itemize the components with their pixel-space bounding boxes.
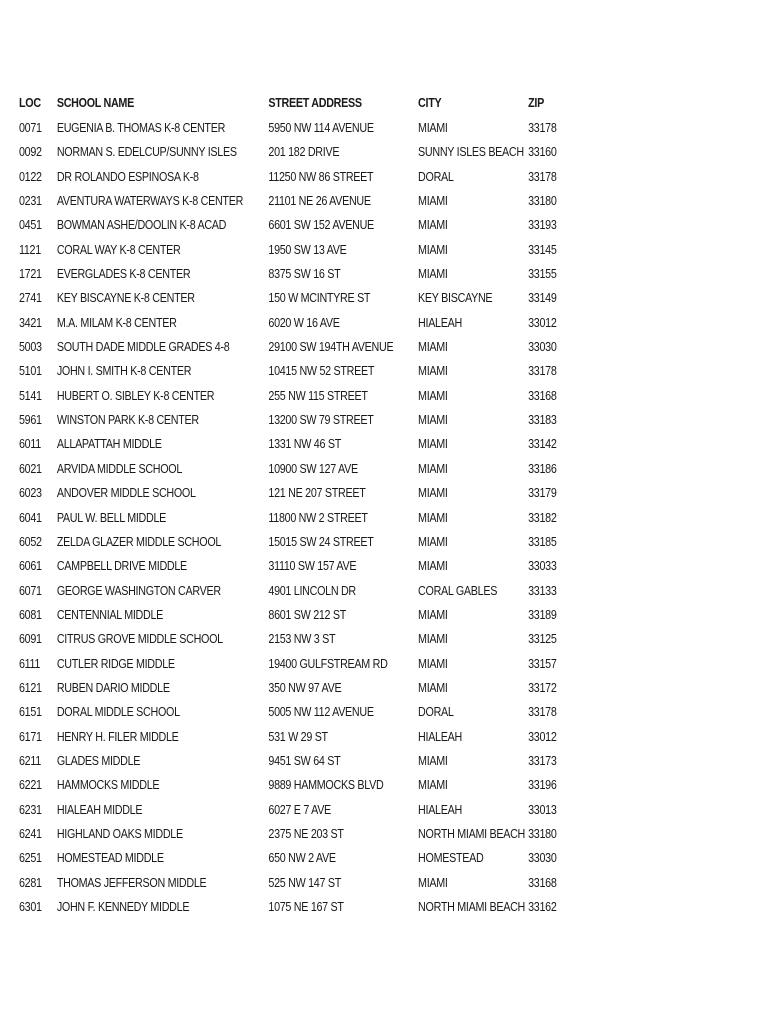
- cell-zip: 33180: [528, 194, 557, 209]
- cell-street-address: 2375 NE 203 ST: [268, 826, 344, 841]
- cell-loc: 6241: [19, 826, 42, 841]
- cell-zip: 33013: [528, 802, 557, 817]
- cell-school-name: HIGHLAND OAKS MIDDLE: [56, 826, 183, 841]
- table-row: [19, 725, 571, 749]
- cell-school-name: DR ROLANDO ESPINOSA K-8: [56, 169, 199, 184]
- cell-school-name: M.A. MILAM K-8 CENTER: [56, 315, 177, 330]
- table-row: [19, 700, 571, 724]
- cell-zip: 33178: [528, 169, 557, 184]
- cell-zip: 33168: [528, 875, 557, 890]
- cell-school-name: CAMPBELL DRIVE MIDDLE: [56, 559, 187, 574]
- header-loc: LOC: [19, 96, 41, 110]
- cell-loc: 1121: [19, 242, 41, 257]
- cell-loc: 6011: [19, 437, 41, 452]
- cell-city: MIAMI: [418, 267, 448, 282]
- cell-loc: 6023: [19, 486, 42, 501]
- cell-street-address: 29100 SW 194TH AVENUE: [268, 340, 394, 355]
- cell-zip: 33030: [528, 340, 557, 355]
- cell-zip: 33162: [528, 900, 557, 914]
- cell-street-address: 6027 E 7 AVE: [268, 802, 331, 817]
- cell-loc: 6052: [19, 534, 42, 549]
- cell-city: MIAMI: [418, 413, 448, 428]
- table-row: [19, 311, 571, 335]
- cell-street-address: 1075 NE 167 ST: [268, 900, 344, 914]
- table-body: [19, 116, 571, 919]
- cell-city: MIAMI: [418, 388, 448, 403]
- cell-zip: 33145: [528, 242, 557, 257]
- table-row: [19, 262, 571, 286]
- table-row: [19, 238, 571, 262]
- cell-zip: 33178: [528, 364, 557, 379]
- cell-loc: 6171: [19, 729, 42, 744]
- table-row: [19, 652, 571, 676]
- table-row: [19, 773, 571, 797]
- cell-school-name: EVERGLADES K-8 CENTER: [56, 267, 191, 282]
- cell-zip: 33157: [528, 656, 557, 671]
- cell-school-name: HUBERT O. SIBLEY K-8 CENTER: [56, 388, 215, 403]
- cell-school-name: HAMMOCKS MIDDLE: [56, 778, 160, 793]
- header-school-name: SCHOOL NAME: [56, 96, 134, 110]
- cell-loc: 6121: [19, 680, 42, 695]
- cell-street-address: 5950 NW 114 AVENUE: [268, 121, 374, 135]
- cell-school-name: WINSTON PARK K-8 CENTER: [56, 413, 199, 428]
- cell-city: MIAMI: [418, 778, 448, 793]
- table-row: [19, 457, 571, 481]
- cell-city: SUNNY ISLES BEACH: [418, 145, 524, 160]
- cell-zip: 33033: [528, 559, 557, 574]
- cell-school-name: HIALEAH MIDDLE: [56, 802, 143, 817]
- cell-loc: 6151: [19, 705, 42, 720]
- cell-school-name: HOMESTEAD MIDDLE: [56, 851, 164, 866]
- cell-zip: 33178: [528, 705, 557, 720]
- cell-zip: 33186: [528, 461, 557, 476]
- cell-school-name: PAUL W. BELL MIDDLE: [56, 510, 167, 525]
- cell-loc: 3421: [19, 315, 42, 330]
- cell-city: MIAMI: [418, 607, 448, 622]
- cell-zip: 33193: [528, 218, 557, 233]
- table-row: [19, 798, 571, 822]
- cell-zip: 33030: [528, 851, 557, 866]
- cell-school-name: RUBEN DARIO MIDDLE: [56, 680, 170, 695]
- cell-street-address: 525 NW 147 ST: [268, 875, 341, 890]
- table-row: [19, 140, 571, 164]
- cell-loc: 2741: [19, 291, 42, 306]
- cell-zip: 33189: [528, 607, 557, 622]
- school-table: [19, 91, 571, 919]
- cell-street-address: 4901 LINCOLN DR: [268, 583, 356, 598]
- cell-zip: 33168: [528, 388, 557, 403]
- cell-school-name: CENTENNIAL MIDDLE: [56, 607, 164, 622]
- table-row: [19, 627, 571, 651]
- cell-city: MIAMI: [418, 559, 448, 574]
- cell-city: MIAMI: [418, 242, 448, 257]
- cell-loc: 6041: [19, 510, 42, 525]
- cell-street-address: 2153 NW 3 ST: [268, 632, 336, 647]
- cell-city: KEY BISCAYNE: [418, 291, 493, 306]
- cell-city: NORTH MIAMI BEACH: [418, 826, 526, 841]
- cell-street-address: 10900 SW 127 AVE: [268, 461, 358, 476]
- cell-zip: 33179: [528, 486, 557, 501]
- table-row: [19, 408, 571, 432]
- cell-loc: 6091: [19, 632, 42, 647]
- cell-city: MIAMI: [418, 194, 448, 209]
- cell-school-name: ALLAPATTAH MIDDLE: [56, 437, 162, 452]
- cell-school-name: ANDOVER MIDDLE SCHOOL: [56, 486, 196, 501]
- cell-school-name: DORAL MIDDLE SCHOOL: [56, 705, 180, 720]
- cell-loc: 6021: [19, 461, 42, 476]
- cell-zip: 33160: [528, 145, 557, 160]
- cell-zip: 33180: [528, 826, 557, 841]
- header-city: CITY: [418, 96, 442, 110]
- cell-school-name: NORMAN S. EDELCUP/SUNNY ISLES: [56, 145, 237, 160]
- table-row: [19, 603, 571, 627]
- cell-loc: 6221: [19, 778, 42, 793]
- cell-school-name: SOUTH DADE MIDDLE GRADES 4-8: [56, 340, 230, 355]
- cell-city: MIAMI: [418, 534, 448, 549]
- cell-street-address: 8601 SW 212 ST: [268, 607, 347, 622]
- cell-city: MIAMI: [418, 437, 448, 452]
- cell-city: MIAMI: [418, 340, 448, 355]
- cell-zip: 33125: [528, 632, 557, 647]
- table-row: [19, 335, 571, 359]
- cell-city: MIAMI: [418, 364, 448, 379]
- cell-zip: 33155: [528, 267, 557, 282]
- cell-loc: 0092: [19, 145, 42, 160]
- cell-street-address: 1950 SW 13 AVE: [268, 242, 347, 257]
- cell-loc: 0122: [19, 169, 42, 184]
- table-row: [19, 749, 571, 773]
- cell-street-address: 350 NW 97 AVE: [268, 680, 342, 695]
- cell-street-address: 19400 GULFSTREAM RD: [268, 656, 388, 671]
- cell-loc: 5961: [19, 413, 42, 428]
- cell-street-address: 255 NW 115 STREET: [268, 388, 368, 403]
- cell-street-address: 531 W 29 ST: [268, 729, 328, 744]
- cell-school-name: CUTLER RIDGE MIDDLE: [56, 656, 175, 671]
- cell-loc: 6081: [19, 607, 42, 622]
- cell-zip: 33142: [528, 437, 557, 452]
- cell-loc: 5141: [19, 388, 42, 403]
- table-header: [19, 91, 571, 116]
- table-row: [19, 676, 571, 700]
- cell-school-name: GLADES MIDDLE: [56, 753, 141, 768]
- table-row: [19, 116, 571, 140]
- header-street-address: STREET ADDRESS: [268, 96, 362, 110]
- cell-city: MIAMI: [418, 218, 448, 233]
- cell-school-name: THOMAS JEFFERSON MIDDLE: [56, 875, 207, 890]
- cell-street-address: 201 182 DRIVE: [268, 145, 340, 160]
- cell-street-address: 11250 NW 86 STREET: [268, 169, 374, 184]
- cell-street-address: 13200 SW 79 STREET: [268, 413, 374, 428]
- table-row: [19, 530, 571, 554]
- cell-school-name: ZELDA GLAZER MIDDLE SCHOOL: [56, 534, 222, 549]
- cell-street-address: 11800 NW 2 STREET: [268, 510, 368, 525]
- cell-city: MIAMI: [418, 121, 448, 135]
- cell-zip: 33182: [528, 510, 557, 525]
- cell-loc: 0071: [19, 121, 42, 135]
- cell-city: NORTH MIAMI BEACH: [418, 900, 526, 914]
- cell-school-name: KEY BISCAYNE K-8 CENTER: [56, 291, 195, 306]
- cell-city: MIAMI: [418, 632, 448, 647]
- cell-city: HOMESTEAD: [418, 851, 484, 866]
- cell-city: CORAL GABLES: [418, 583, 498, 598]
- table-row: [19, 871, 571, 895]
- table-row: [19, 165, 571, 189]
- table-row: [19, 579, 571, 603]
- cell-loc: 5101: [19, 364, 42, 379]
- cell-city: MIAMI: [418, 680, 448, 695]
- cell-school-name: AVENTURA WATERWAYS K-8 CENTER: [56, 194, 244, 209]
- cell-street-address: 121 NE 207 STREET: [268, 486, 366, 501]
- cell-zip: 33173: [528, 753, 557, 768]
- cell-zip: 33183: [528, 413, 557, 428]
- table-row: [19, 554, 571, 578]
- cell-loc: 0451: [19, 218, 42, 233]
- cell-loc: 0231: [19, 194, 42, 209]
- cell-loc: 5003: [19, 340, 42, 355]
- cell-school-name: CORAL WAY K-8 CENTER: [56, 242, 181, 257]
- cell-street-address: 6601 SW 152 AVENUE: [268, 218, 374, 233]
- table-row: [19, 213, 571, 237]
- table-row: [19, 189, 571, 213]
- table-row: [19, 506, 571, 530]
- cell-loc: 6061: [19, 559, 42, 574]
- cell-loc: 6211: [19, 753, 41, 768]
- table-row: [19, 286, 571, 310]
- table-row: [19, 846, 571, 870]
- cell-city: MIAMI: [418, 461, 448, 476]
- cell-street-address: 5005 NW 112 AVENUE: [268, 705, 374, 720]
- cell-loc: 6231: [19, 802, 42, 817]
- cell-school-name: JOHN F. KENNEDY MIDDLE: [56, 900, 190, 914]
- cell-street-address: 9451 SW 64 ST: [268, 753, 341, 768]
- cell-zip: 33178: [528, 121, 557, 135]
- cell-street-address: 15015 SW 24 STREET: [268, 534, 374, 549]
- cell-city: MIAMI: [418, 510, 448, 525]
- cell-city: MIAMI: [418, 753, 448, 768]
- cell-city: MIAMI: [418, 486, 448, 501]
- cell-street-address: 150 W MCINTYRE ST: [268, 291, 371, 306]
- cell-loc: 6111: [19, 656, 41, 671]
- cell-loc: 6301: [19, 900, 42, 914]
- header-zip: ZIP: [528, 96, 544, 110]
- cell-street-address: 8375 SW 16 ST: [268, 267, 341, 282]
- cell-zip: 33133: [528, 583, 557, 598]
- cell-loc: 6251: [19, 851, 42, 866]
- cell-city: HIALEAH: [418, 802, 462, 817]
- cell-street-address: 6020 W 16 AVE: [268, 315, 340, 330]
- table-row: [19, 895, 571, 919]
- cell-zip: 33012: [528, 729, 557, 744]
- cell-school-name: GEORGE WASHINGTON CARVER: [56, 583, 221, 598]
- table-row: [19, 481, 571, 505]
- cell-zip: 33196: [528, 778, 557, 793]
- header-row: [19, 91, 571, 116]
- cell-city: MIAMI: [418, 875, 448, 890]
- table-row: [19, 432, 571, 456]
- cell-school-name: CITRUS GROVE MIDDLE SCHOOL: [56, 632, 223, 647]
- cell-zip: 33012: [528, 315, 557, 330]
- cell-street-address: 31110 SW 157 AVE: [268, 559, 357, 574]
- cell-city: MIAMI: [418, 656, 448, 671]
- table-row: [19, 359, 571, 383]
- cell-school-name: BOWMAN ASHE/DOOLIN K-8 ACAD: [56, 218, 227, 233]
- cell-school-name: HENRY H. FILER MIDDLE: [56, 729, 179, 744]
- cell-street-address: 650 NW 2 AVE: [268, 851, 336, 866]
- cell-city: DORAL: [418, 169, 454, 184]
- cell-school-name: EUGENIA B. THOMAS K-8 CENTER: [56, 121, 226, 135]
- cell-street-address: 10415 NW 52 STREET: [268, 364, 375, 379]
- cell-loc: 6281: [19, 875, 42, 890]
- cell-street-address: 1331 NW 46 ST: [268, 437, 341, 452]
- cell-city: DORAL: [418, 705, 454, 720]
- cell-street-address: 9889 HAMMOCKS BLVD: [268, 778, 384, 793]
- cell-city: HIALEAH: [418, 729, 462, 744]
- table-row: [19, 384, 571, 408]
- cell-zip: 33149: [528, 291, 557, 306]
- cell-loc: 6071: [19, 583, 42, 598]
- cell-zip: 33185: [528, 534, 557, 549]
- cell-loc: 1721: [19, 267, 42, 282]
- cell-city: HIALEAH: [418, 315, 462, 330]
- cell-zip: 33172: [528, 680, 557, 695]
- cell-street-address: 21101 NE 26 AVENUE: [268, 194, 371, 209]
- cell-school-name: JOHN I. SMITH K-8 CENTER: [56, 364, 192, 379]
- cell-school-name: ARVIDA MIDDLE SCHOOL: [56, 461, 183, 476]
- table-row: [19, 822, 571, 846]
